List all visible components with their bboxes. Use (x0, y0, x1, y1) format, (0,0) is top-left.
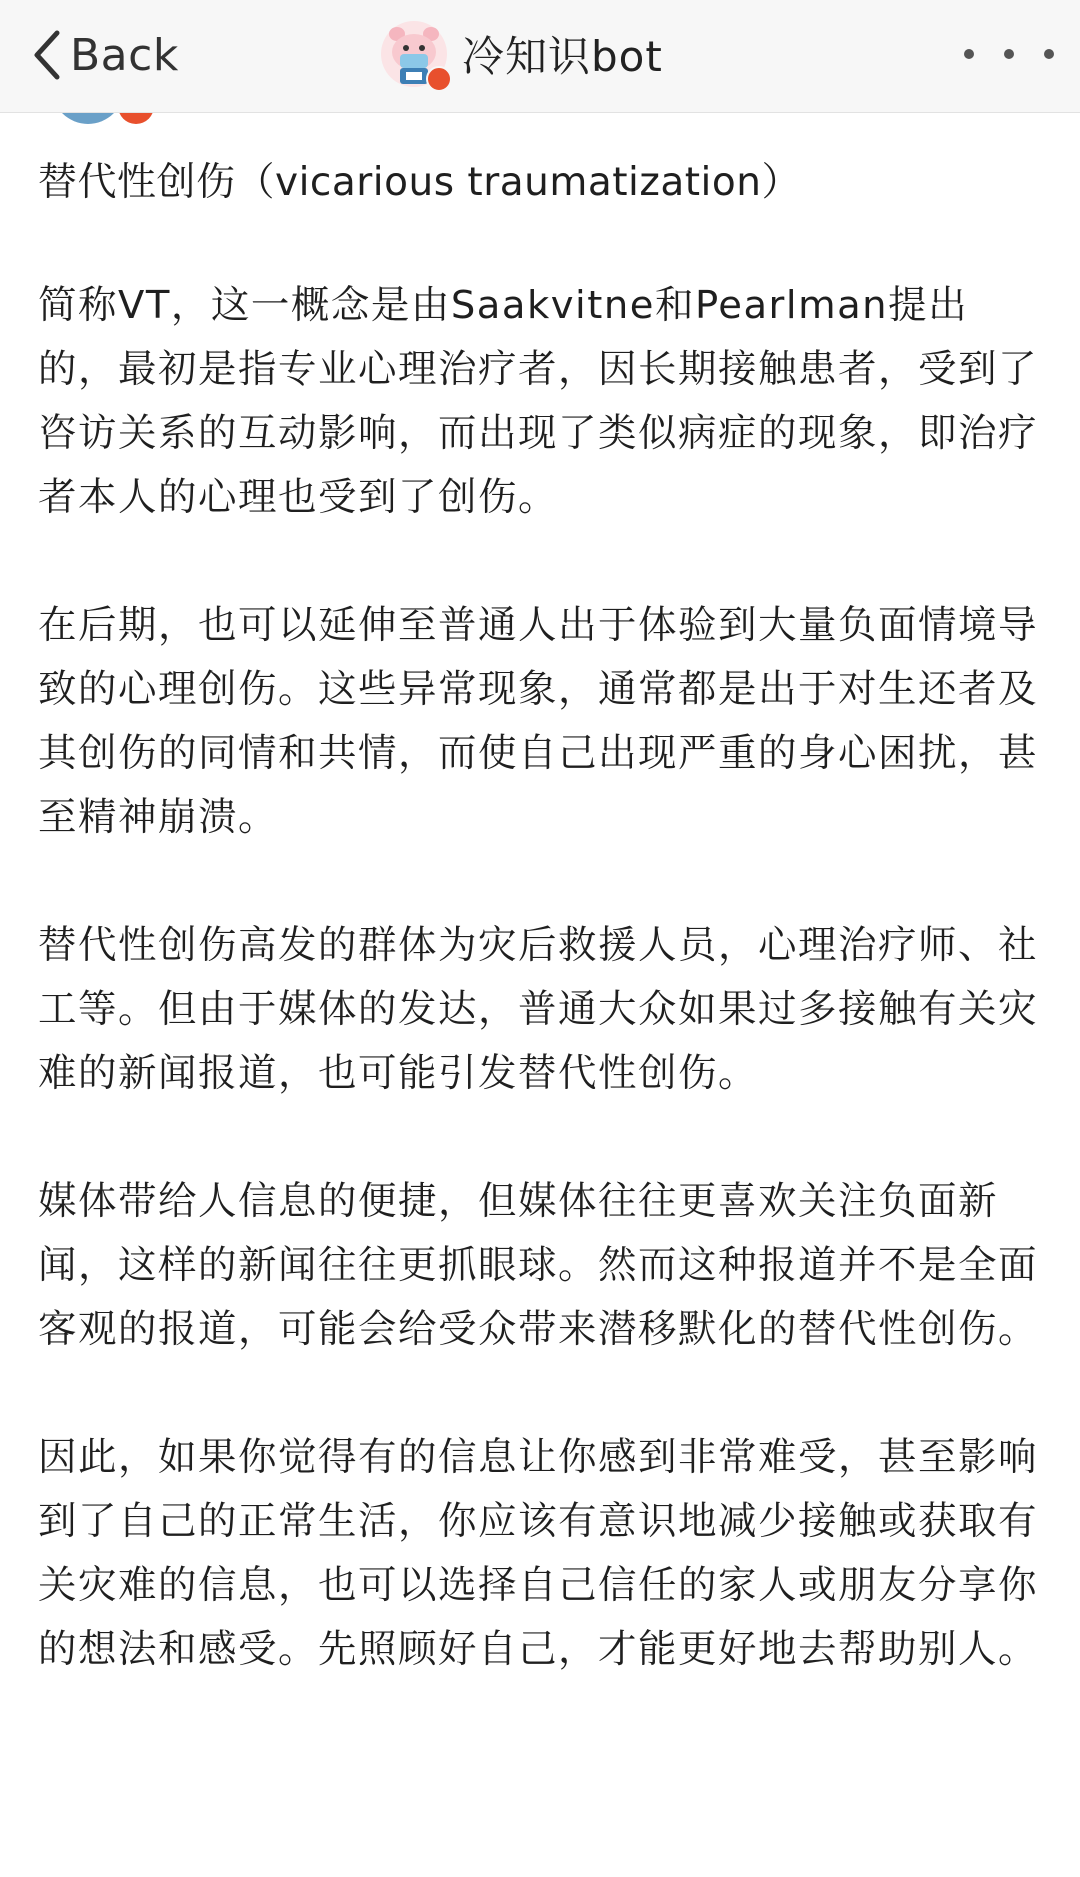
post-paragraph: 简称VT，这一概念是由Saakvitne和Pearlman提出的，最初是指专业心理治疗者，因长期接触患者，受到了咨访关系的互动影响，而出现了类似病症的现象，即治疗者本人的心理也受到了创伤。 (38, 283, 1039, 520)
verified-badge-icon (118, 112, 154, 124)
author-avatar[interactable] (52, 112, 124, 124)
chevron-left-icon (32, 30, 62, 80)
account-name: 冷知识bot (462, 32, 663, 81)
verified-badge-icon (426, 66, 452, 92)
pig-avatar-icon (380, 20, 448, 88)
top-navigation-bar (0, 0, 1080, 113)
post-body (38, 150, 1048, 1746)
post-paragraph: 在后期，也可以延伸至普通人出于体验到大量负面情境导致的心理创伤。这些异常现象，通常都是出于对生还者及其创伤的同情和共情，而使自己出现严重的身心困扰，甚至精神崩溃。 (38, 603, 1039, 840)
post-heading: 替代性创伤（vicarious traumatization） (38, 160, 801, 205)
back-button[interactable] (32, 20, 179, 90)
account-title[interactable] (380, 14, 663, 94)
post-paragraph: 因此，如果你觉得有的信息让你感到非常难受，甚至影响到了自己的正常生活，你应该有意识地减少接触或获取有关灾难的信息，也可以选择自己信任的家人或朋友分享你的想法和感受。先照顾好自己，才能更好地去帮助别人。 (38, 1435, 1039, 1672)
post-paragraph: 媒体带给人信息的便捷，但媒体往往更喜欢关注负面新闻，这样的新闻往往更抓眼球。然而这种报道并不是全面客观的报道，可能会给受众带来潜移默化的替代性创伤。 (38, 1179, 1039, 1352)
post-paragraph: 替代性创伤高发的群体为灾后救援人员，心理治疗师、社工等。但由于媒体的发达，普通大众如果过多接触有关灾难的新闻报道，也可能引发替代性创伤。 (38, 923, 1039, 1096)
post-header-clipped (0, 112, 1080, 126)
more-dots-icon (964, 49, 974, 59)
more-options-button[interactable] (964, 24, 1054, 84)
back-label: Back (70, 29, 179, 81)
